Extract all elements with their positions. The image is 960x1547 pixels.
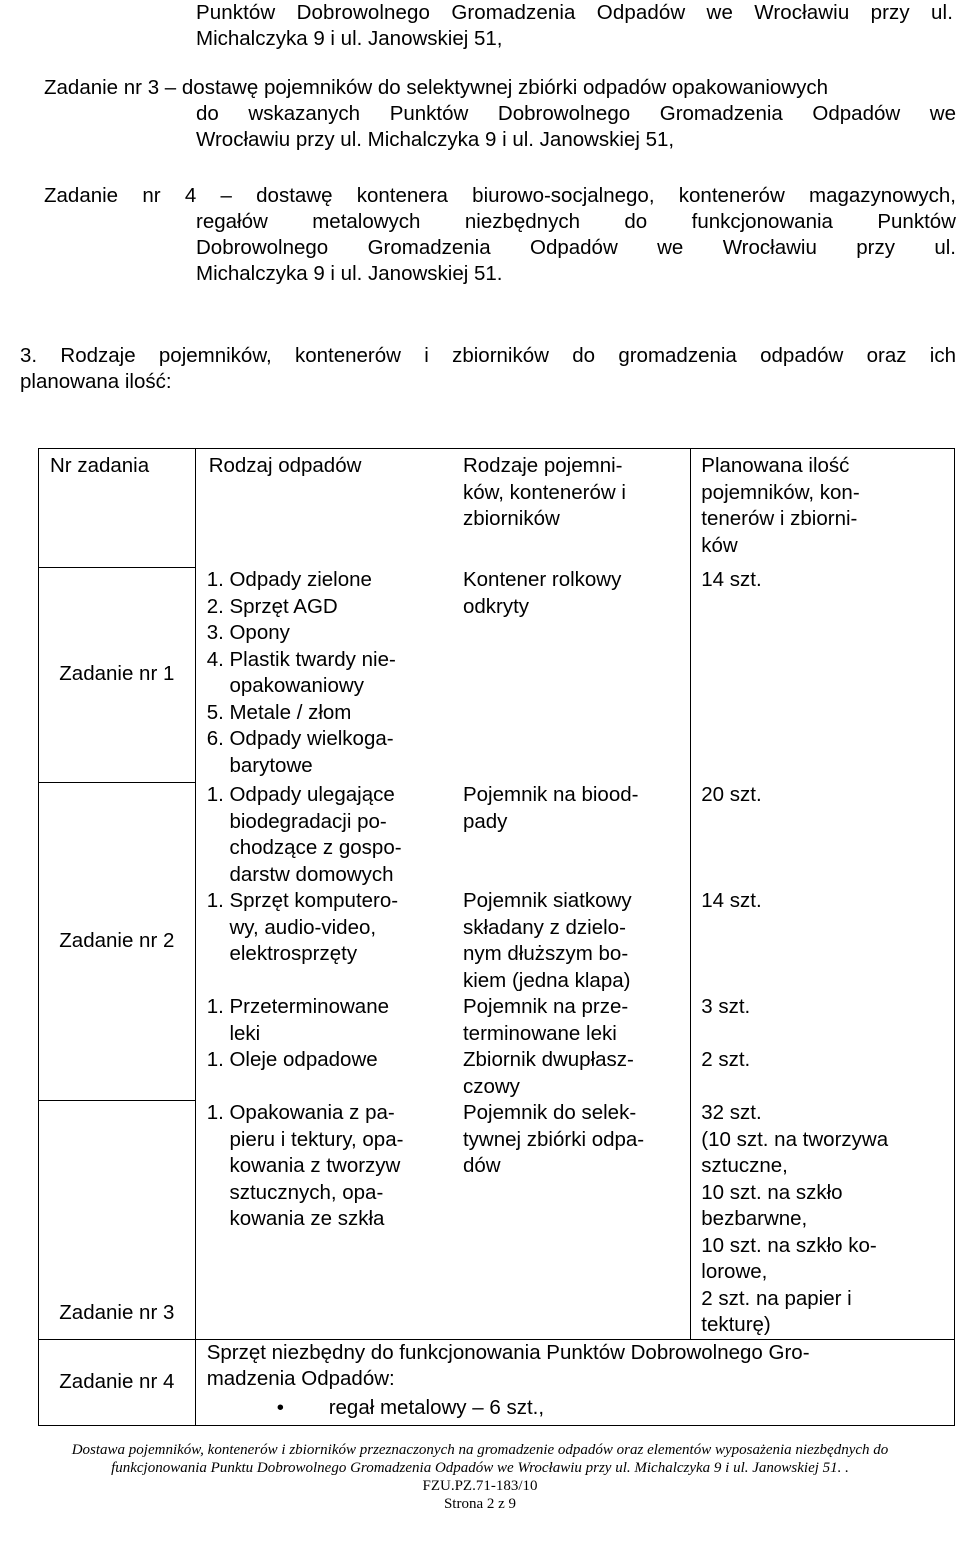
waste-cell — [195, 888, 452, 994]
waste-list — [207, 888, 452, 968]
cell-line: 1. Przeterminowane — [206, 995, 389, 1018]
qty-cell: 20 szt. — [691, 782, 955, 888]
footer-line: funkcjonowania Punktu Dobrowolnego Gromadzenia Odpadów we Wrocławiu przy ul. Michalczyka 9 i ul. Janowskiej 51. . — [111, 1460, 849, 1476]
section-heading-line: 3. Rodzaje pojemników, kontenerów i zbiorników do gromadzenia odpadów oraz ich — [20, 344, 956, 367]
cell-line: nym dłuższym bo- — [462, 942, 629, 965]
container-list — [463, 782, 690, 835]
cell-line: bezbarwne, — [701, 1207, 808, 1230]
cell-line: Zbiornik dwupłasz- — [462, 1048, 634, 1071]
footer-line: Dostawa pojemników, kontenerów i zbiorników przeznaczonych na gromadzenie odpadów oraz elementów wyposażenia niezbędnych do — [71, 1442, 889, 1458]
task3-line: Wrocławiu przy ul. Michalczyka 9 i ul. Janowskiej 51, — [196, 128, 675, 151]
table-row — [39, 782, 955, 888]
waste-cell — [195, 1100, 452, 1339]
cell-line: pady — [462, 809, 508, 833]
cell-line: 1. Opakowania z pa- — [206, 1101, 395, 1124]
cell-line: darstw domowych — [206, 862, 394, 886]
containers-table — [38, 448, 955, 1426]
task3-line: do wskazanych Punktów Dobrowolnego Gromadzenia Odpadów we — [196, 102, 956, 125]
task4-line: Dobrowolnego Gromadzenia Odpadów we Wrocławiu przy ul. — [196, 236, 956, 259]
cell-line: wy, audio-video, — [206, 915, 377, 939]
equipment-bullet-item: • regał metalowy – 6 szt., — [207, 1395, 954, 1422]
cell-line: chodzące z gospo- — [206, 836, 402, 859]
header-cell: Rodzaje pojemni- ków, kontenerów i zbiorników — [452, 449, 691, 568]
cell-line: leki — [206, 1021, 261, 1045]
task4-line: Zadanie nr 4 – dostawę kontenera biurowo-socjalnego, kontenerów magazynowych, — [44, 184, 956, 207]
container-list — [463, 1100, 690, 1180]
cell-line: Pojemnik do selek- — [462, 1101, 637, 1124]
waste-list — [207, 994, 452, 1047]
section-heading-line: planowana ilość: — [20, 370, 172, 393]
container-cell — [452, 994, 691, 1047]
container-list — [463, 994, 690, 1047]
waste-list — [207, 1100, 452, 1233]
equipment-cell: Sprzęt niezbędny do funkcjonowania Punktów Dobrowolnego Gro- madzenia Odpadów: • regał metalowy – 6 szt., — [195, 1339, 954, 1426]
cell-line: Pojemnik na prze- — [462, 995, 629, 1018]
task3-line: Zadanie nr 3 – dostawę pojemników do selektywnej zbiórki odpadów opakowaniowych — [44, 76, 829, 99]
cell-line: sztucznych, opa- — [206, 1180, 384, 1204]
cell-line: (10 szt. na tworzywa — [701, 1127, 889, 1151]
waste-cell — [195, 567, 452, 782]
cell-line: 6. Odpady wielkoga- — [206, 727, 394, 750]
container-list — [463, 1047, 690, 1100]
waste-cell — [195, 1047, 452, 1100]
table-row — [39, 1100, 955, 1339]
task4-line: regałów metalowych niezbędnych do funkcjonowania Punktów — [196, 210, 956, 233]
page-footer — [0, 1441, 960, 1513]
table-row — [39, 567, 955, 782]
cell-line: 10 szt. na szkło ko- — [701, 1233, 877, 1257]
cell-line: biodegradacji po- — [206, 809, 387, 833]
cell-line: opakowaniowy — [206, 674, 364, 697]
qty-cell — [691, 1100, 955, 1339]
cell-line: 1. Odpady ulegające — [206, 783, 395, 806]
header-cell: Nr zadania — [39, 449, 196, 568]
qty-list — [701, 1100, 954, 1339]
task4-line: Michalczyka 9 i ul. Janowskiej 51. — [196, 262, 503, 285]
page-number: Strona 2 z 9 — [443, 1496, 517, 1512]
section-heading — [20, 343, 956, 395]
waste-cell — [195, 994, 452, 1047]
cell-line: elektrosprzęty — [206, 942, 358, 965]
container-cell — [452, 782, 691, 888]
table-row — [39, 1339, 955, 1426]
header-cell: Planowana ilość pojemników, kon- tenerów i zbiorni- ków — [691, 449, 955, 568]
cell-line: składany z dzielo- — [462, 915, 626, 939]
intro-line: Michalczyka 9 i ul. Janowskiej 51, — [196, 27, 503, 50]
cell-line: tywnej zbiórki odpa- — [462, 1127, 645, 1151]
cell-line: Pojemnik siatkowy — [462, 889, 632, 912]
cell-line: 1. Oleje odpadowe — [206, 1048, 378, 1071]
cell-line: czowy — [462, 1074, 520, 1098]
cell-line: 10 szt. na szkło — [701, 1180, 843, 1204]
intro-paragraph — [196, 0, 953, 52]
task-label-cell: Zadanie nr 2 — [39, 782, 196, 1100]
container-cell — [452, 888, 691, 994]
container-list — [463, 888, 690, 994]
cell-line: 2. Sprzęt AGD — [206, 594, 338, 618]
cell-line: 5. Metale / złom — [206, 700, 352, 724]
qty-cell: 3 szt. — [691, 994, 955, 1047]
container-cell: Kontener rolkowy odkryty — [462, 568, 622, 618]
cell-line: barytowe — [206, 753, 313, 777]
cell-line: 1. Odpady zielone — [206, 568, 372, 591]
container-cell — [452, 1100, 691, 1339]
cell-line: 1. Sprzęt komputero- — [206, 889, 399, 912]
cell-line: 32 szt. — [701, 1101, 762, 1124]
cell-line: kowania z tworzyw — [206, 1154, 401, 1177]
task3-paragraph — [44, 75, 956, 153]
document-code: FZU.PZ.71-183/10 — [422, 1478, 538, 1494]
intro-line: Punktów Dobrowolnego Gromadzenia Odpadów we Wrocławiu przy ul. — [196, 1, 953, 24]
cell-line: terminowane leki — [462, 1021, 617, 1045]
cell-line: kowania ze szkła — [206, 1207, 385, 1230]
waste-list — [207, 1047, 452, 1074]
cell-line: dów — [462, 1154, 501, 1177]
container-cell — [452, 1047, 691, 1100]
bullet-icon: • — [276, 1395, 284, 1419]
task-label-cell: Zadanie nr 4 — [39, 1339, 196, 1426]
cell-line: lorowe, — [701, 1260, 768, 1283]
cell-line: Pojemnik na biood- — [462, 783, 639, 806]
cell-line: tekturę) — [701, 1313, 771, 1336]
header-cell: Rodzaj odpadów — [195, 449, 452, 568]
cell-line: kiem (jedna klapa) — [462, 968, 631, 992]
waste-list — [207, 782, 452, 888]
cell-line: sztuczne, — [701, 1154, 788, 1177]
table-header-row — [39, 449, 955, 568]
waste-cell — [195, 782, 452, 888]
cell-line: pieru i tektury, opa- — [206, 1127, 404, 1151]
qty-cell: 14 szt. — [691, 888, 955, 994]
waste-list — [207, 567, 452, 779]
task-label-cell: Zadanie nr 1 — [39, 567, 196, 782]
cell-line: 2 szt. na papier i — [701, 1286, 852, 1310]
qty-cell: 2 szt. — [691, 1047, 955, 1100]
task-label-cell: Zadanie nr 3 — [39, 1100, 196, 1339]
cell-line: 4. Plastik twardy nie- — [206, 647, 396, 671]
task4-paragraph — [44, 183, 956, 287]
cell-line: 3. Opony — [206, 621, 290, 644]
qty-cell: 14 szt. — [691, 567, 955, 782]
